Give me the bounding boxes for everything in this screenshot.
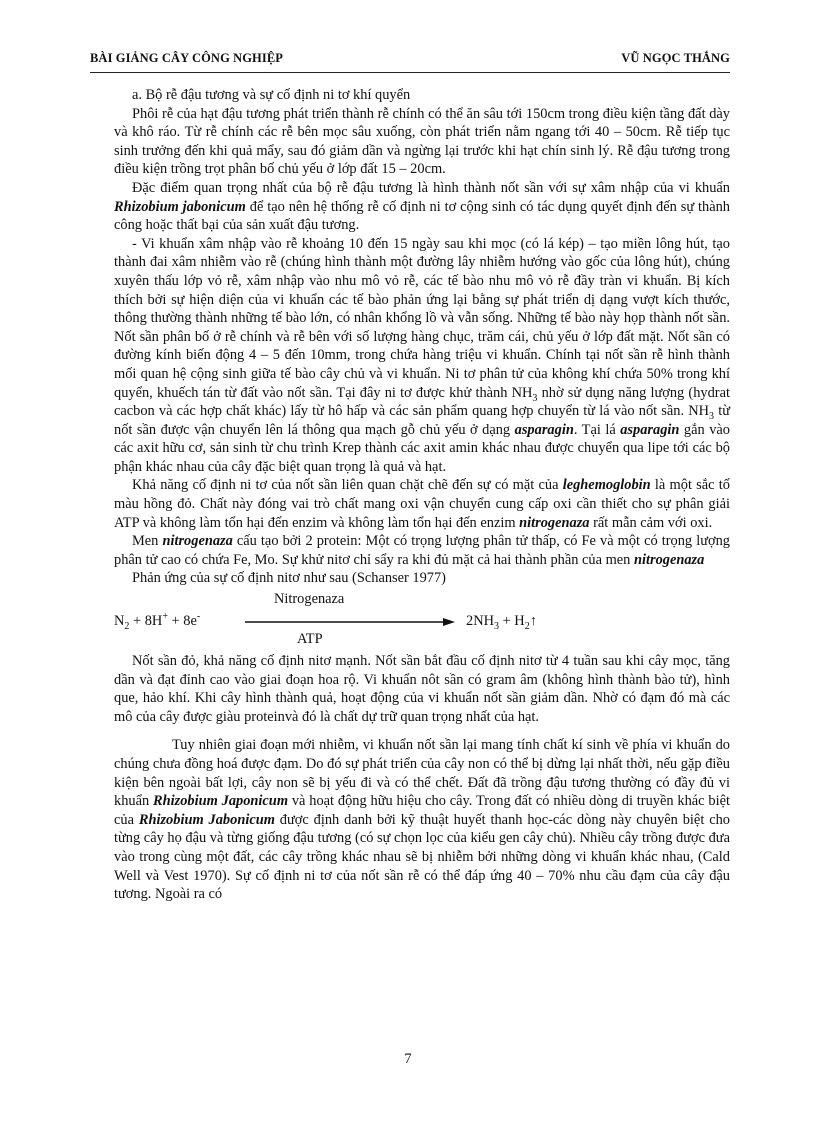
term-leghemoglobin: leghemoglobin	[562, 477, 651, 494]
page-header	[90, 51, 730, 69]
reaction-arrow-icon	[245, 617, 455, 627]
paragraph-nitrogenaza: Men nitrogenaza cấu tạo bởi 2 protein: Một có trọng lượng phân tử thấp, có Fe và một có trọng lượng phân tử cao có chứa Fe, Mo. Sự khử nitơ chỉ sẩy ra khi đủ mặt cả hai thành phần của men nitrogenaza	[114, 533, 730, 568]
document-body	[114, 86, 730, 904]
species-name: Rhizobium Japonicum	[153, 793, 289, 810]
paragraph-bacteria-invasion: - Vi khuẩn xâm nhập vào rễ khoảng 10 đến 15 ngày sau khi mọc (có lá kép) – tạo miền lông hút, tạo thành đai xâm nhiễm vào rễ (chúng hình thành một đường lây nhiễm hướng vào gốc của lông hút), chúng xuyên thấu lớp vỏ rễ, xâm nhập vào nhu mô vỏ rễ, các tế bào nhu mô vỏ rễ đầy tràn vi khuẩn. Bị kích thích bởi sự hiện diện của vi khuẩn các tế bào phản ứng lại bằng sự phát triển dị dạng vượt kích thước, thông thường thành những tế bào lớn, có nhân khổng lồ và vẫn sống. Những tế bào này họp thành nốt sần. Nốt sần phân bố ở rễ chính và rễ bên với số lượng hàng chục, trăm cái, chủ yếu ở lớp đất mặt. Nốt sần có đường kính biến động 4 – 5 đến 10mm, trong chứa hàng triệu vi khuẩn. Chính tại nốt sần rễ hình thành mối quan hệ cộng sinh giữa tế bào cây chủ và vi khuẩn. Ni tơ phân tử của không khí chứa 50% trong khí quyển, khuếch tán từ đất vào nốt sần. Tại đây ni tơ được khử thành $NH_3$ nhờ sử dụng năng lượng (hydrat cacbon và các hợp chất khác) lấy từ hô hấp và các sản phẩm quang hợp chuyển từ lá vào nốt sần. $NH_3$ từ nốt sần được vận chuyển lên lá thông qua mạch gỗ chủ yếu ở dạng asparagin. Tại lá asparagin gắn vào các axit hữu cơ, sản sinh từ chu trình Krep thành các axit amin khác nhau được chuyển qua lipe tới các bộ phận khác nhau của cây đặc biệt quan trọng là quả và hạt.	[114, 235, 730, 475]
paragraph-reaction-intro: Phản ứng của sự cố định nitơ như sau (Schanser 1977)	[132, 570, 446, 587]
term-asparagin: asparagin	[620, 421, 680, 438]
paragraph-parasitic-phase: Tuy nhiên giai đoạn mới nhiễm, vi khuẩn nốt sần lại mang tính chất kí sinh về phía vi khuẩn do chúng chưa đồng hoá được đạm. Do đó sự phát triển của cây non có thể bị dừng lại nhất thời, nếu gặp điều kiện bên ngoài bất lợi, cây non sẽ bị yếu đi và có thể chết. Đất đã trồng đậu tương thường có đầy đủ vi khuẩn Rhizobium Japonicum và hoạt động hữu hiệu cho cây. Trong đất có nhiều dòng di truyền khác biệt của Rhizobium Jabonicum được định danh bởi kỹ thuật huyết thanh học-các dòng này chuyên biệt cho từng cây họ đậu và từng giống đậu tương (có sự chọn lọc của kiểu gen cây chủ). Nhiều cây trồng được đưa vào trong cùng một đất, các cây trồng khác nhau sẽ bị nhiễm bởi những dòng vi khuẩn khác nhau, (Cald Well và Vest 1970). Sự cố định ni tơ của nốt sần rễ có thể đáp ứng 40 – 70% nhu cầu đạm của cây đậu tương. Ngoài ra có	[114, 737, 730, 903]
paragraph-nodule-formation: Đặc điểm quan trọng nhất của bộ rễ đậu tương là hình thành nốt sần với sự xâm nhập của vi khuẩn Rhizobium jabonicum để tạo nên hệ thống rễ cố định ni tơ cộng sinh có tác dụng quyết định đến sự thành công hoặc thất bại của sản xuất đậu tương.	[114, 179, 730, 234]
term-nitrogenaza: nitrogenaza	[633, 551, 705, 568]
reaction-energy: ATP	[297, 631, 323, 648]
chemical-reaction	[114, 590, 730, 652]
species-name: Rhizobium Jabonicum	[138, 811, 275, 828]
term-nitrogenaza: nitrogenaza	[162, 533, 233, 550]
term-nitrogenaza: nitrogenaza	[519, 514, 590, 531]
page-number: 7	[404, 1051, 412, 1067]
reaction-reactants: $N_2 + 8H^+ + 8e^-$	[114, 611, 201, 632]
species-name: Rhizobium jabonicum	[114, 198, 246, 215]
header-rule	[90, 72, 730, 73]
reaction-products: $2NH_3$ + $H_2↑$	[466, 613, 537, 632]
header-course-title: BÀI GIẢNG CÂY CÔNG NGHIỆP	[90, 51, 284, 65]
term-asparagin: asparagin	[514, 421, 574, 438]
section-title: a. Bộ rễ đậu tương và sự cố định ni tơ khí quyển	[132, 87, 411, 103]
reaction-catalyst: Nitrogenaza	[274, 591, 345, 608]
paragraph-nodule-activity: Nốt sần đỏ, khả năng cố định nitơ mạnh. Nốt sần bắt đầu cố định nitơ từ 4 tuần sau khi cây mọc, tăng dần và đạt đỉnh cao vào giai đoạn hoa rộ. Vi khuẩn nôt sần có gram âm (không hình thành bào tử), hình que, hảo khí. Khi cây hình thành quả, hoạt động của vi khuẩn nốt sần giảm dần. Nhờ có đạm đó mà các mô của cây được giàu proteinvà đó là chất dự trữ quan trọng nhất của hạt.	[114, 653, 730, 725]
paragraph-root-system: Phôi rễ của hạt đậu tương phát triển thành rễ chính có thể ăn sâu tới 150cm trong điều kiện tầng đất dày và khô ráo. Từ rễ chính các rễ bên mọc sâu xuống, còn phát triển nằm ngang tới 40 – 50cm. Rễ tiếp tục sinh trưởng đến khi quả mẩy, sau đó giảm dần và ngừng lại trước khi hạt chín sinh lý. Rễ đậu tương trong điều kiện trồng trọt phân bố chủ yếu ở lớp đất 15 – 20cm.	[114, 105, 730, 178]
header-author: VŨ NGỌC THẮNG	[621, 51, 730, 65]
paragraph-leghemoglobin: Khả năng cố định ni tơ của nốt sần liên quan chặt chẽ đến sự có mặt của leghemoglobin là một sắc tố màu hồng đỏ. Chất này đóng vai trò chất mang oxi vận chuyển cung cấp oxi cần thiết cho sự phân giải ATP và không làm tổn hại đến enzim và không làm tổn hại đến enzim nitrogenaza rất mẫn cảm với oxi.	[114, 477, 731, 531]
